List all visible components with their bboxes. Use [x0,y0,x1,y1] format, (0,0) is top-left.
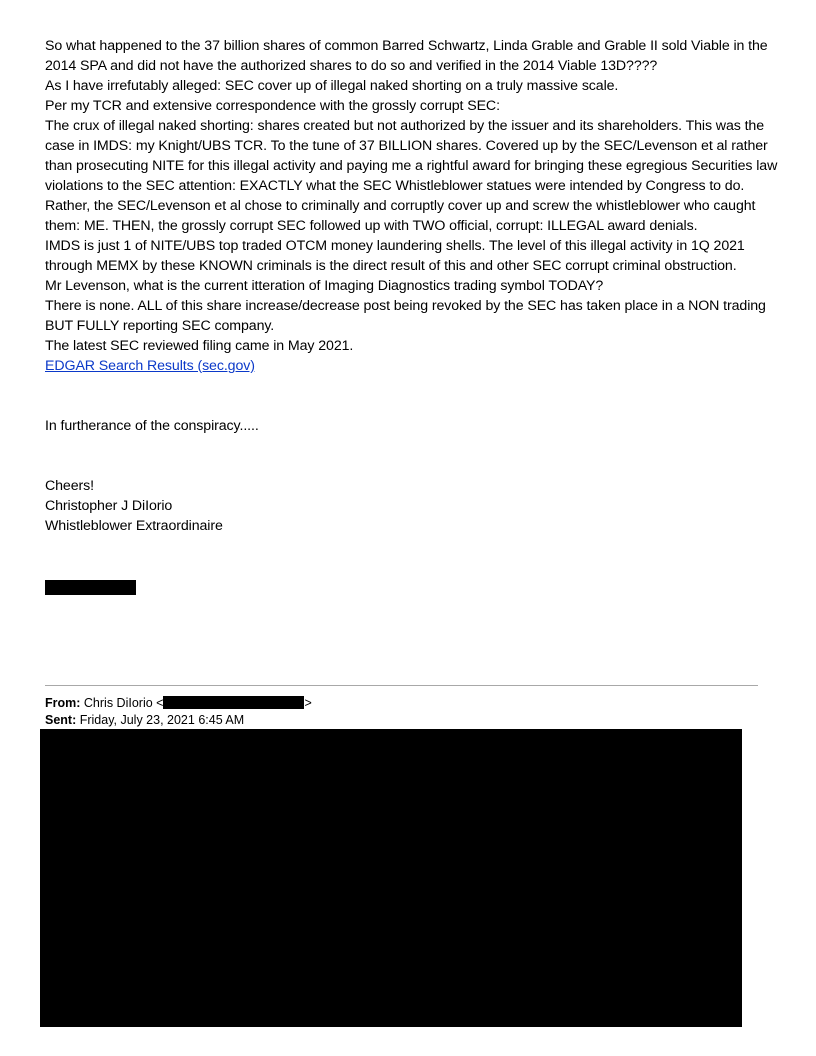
from-row [45,695,312,712]
signature-name: Christopher J DiIorio [45,498,173,514]
sent-row [45,712,312,729]
sent-value: Friday, July 23, 2021 6:45 AM [79,713,245,727]
email-body [45,36,780,536]
paragraph: The crux of illegal naked shorting: shares created but not authorized by the issuer and its shareholders. This was the case in IMDS: my Knight/UBS TCR. To the tune of 37 BILLION shares. Covered up by the SEC/Levenson et al rather than prosecuting NITE for this illegal activity and paying me a rightful award for bringing these egregious Securities law violations to the SEC attention: EXACTLY what the SEC Whistleblower statues were intended by Congress to do. [45,118,778,194]
paragraph: There is none. ALL of this share increase/decrease post being revoked by the SEC has taken place in a NON trading BUT FULLY reporting SEC company. [45,298,766,334]
signature-greeting: Cheers! [45,478,94,494]
paragraph: Rather, the SEC/Levenson et al chose to criminally and corruptly cover up and screw the whistleblower who caught them: ME. THEN, the grossly corrupt SEC followed up with TWO official, corrupt: ILLEGAL award denials. [45,198,756,234]
signature-redaction [45,580,136,595]
paragraph: The latest SEC reviewed filing came in May 2021. [45,338,354,354]
spacer [45,436,780,476]
from-name: Chris DiIorio < [83,696,164,710]
paragraph: As I have irrefutably alleged: SEC cover up of illegal naked shorting on a truly massive scale. [45,78,619,94]
paragraph: So what happened to the 37 billion shares of common Barred Schwartz, Linda Grable and Grable II sold Viable in the 2014 SPA and did not have the authorized shares to do so and verified in the 2014 Viable 13D???? [45,38,768,74]
paragraph: Mr Levenson, what is the current itteration of Imaging Diagnostics trading symbol TODAY? [45,278,604,294]
signature-title: Whistleblower Extraordinaire [45,518,223,534]
from-label: From: [45,696,81,710]
paragraph: Per my TCR and extensive correspondence with the grossly corrupt SEC: [45,98,500,114]
sent-label: Sent: [45,713,77,727]
content-redaction [40,729,742,1027]
email-redaction [163,696,304,709]
from-close: > [304,696,312,710]
edgar-link-line [45,356,780,376]
spacer [45,376,780,416]
divider [45,685,758,686]
conspiracy-line: In furtherance of the conspiracy..... [45,418,259,434]
edgar-search-link[interactable]: EDGAR Search Results (sec.gov) [45,358,255,374]
email-header [45,695,312,729]
paragraph: IMDS is just 1 of NITE/UBS top traded OTCM money laundering shells. The level of this illegal activity in 1Q 2021 through MEMX by these KNOWN criminals is the direct result of this and other SEC corrupt criminal obstruction. [45,238,745,274]
